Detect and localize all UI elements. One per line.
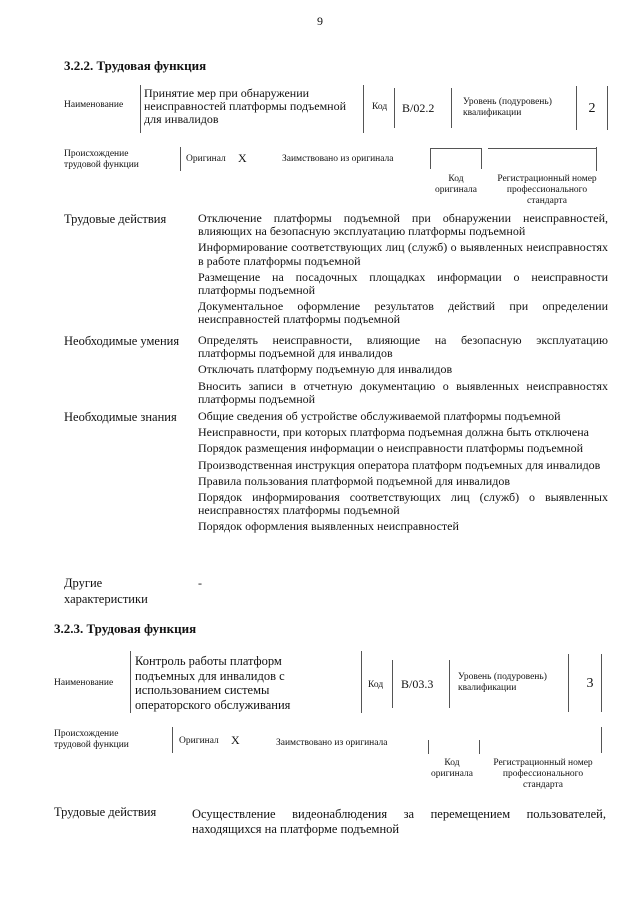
borrowed-label: Заимствовано из оригинала — [276, 738, 388, 748]
code-value: В/02.2 — [402, 101, 435, 115]
skills-list — [198, 334, 608, 406]
actions-list — [192, 807, 606, 837]
borrowed-label: Заимствовано из оригинала — [282, 154, 394, 164]
code-value: В/03.3 — [401, 677, 434, 691]
skills-label: Необходимые умения — [64, 334, 180, 348]
knowledge-list — [198, 410, 608, 534]
level-value: 3 — [586, 676, 594, 691]
action-item: Размещение на посадочных площадках информации о неисправности платформы подъемной — [198, 269, 608, 298]
orig-code-box — [428, 740, 480, 754]
other-value: - — [198, 576, 202, 590]
level-value: 2 — [588, 101, 596, 116]
name-label: Наименование — [64, 100, 124, 110]
original-mark: Х — [231, 733, 240, 747]
action-item: Отключение платформы подъемной при обнаружении неисправностей, влияющих на безопасную эксплуатацию платформы подъемной — [198, 211, 608, 239]
page-number: 9 — [317, 14, 323, 28]
origin-label: Происхождение трудовой функции — [54, 729, 129, 750]
level-label: Уровень (подуровень) квалификации — [458, 672, 547, 693]
original-label: Оригинал — [179, 736, 219, 746]
knowledge-item: Неисправности, при которых платформа подъемная должна быть отключена — [198, 425, 589, 440]
section-heading: 3.2.3. Трудовая функция — [54, 621, 197, 636]
reg-num-box — [488, 148, 596, 150]
original-label: Оригинал — [186, 154, 226, 164]
actions-label: Трудовые действия — [54, 805, 157, 819]
orig-code-box — [430, 148, 482, 169]
knowledge-label: Необходимые знания — [64, 410, 177, 424]
skill-item: Отключать платформу подъемную для инвалидов — [198, 362, 453, 377]
function-name: Принятие мер при обнаружении неисправностей платформы подъемной для инвалидов — [144, 86, 347, 126]
level-label: Уровень (подуровень) квалификации — [463, 97, 552, 118]
code-label: Код — [368, 680, 384, 690]
original-mark: Х — [238, 151, 247, 165]
origin-label: Происхождение трудовой функции — [64, 149, 139, 170]
skill-item: Определять неисправности, влияющие на безопасную эксплуатацию платформы подъемной для инвалидов — [198, 333, 608, 361]
knowledge-item: Порядок оформления выявленных неисправностей — [198, 519, 459, 534]
action-item: Осуществление видеонаблюдения за перемещением пользователей, находящихся на платформе подъемной — [192, 807, 606, 836]
orig-code-caption: Код оригинала — [431, 758, 473, 779]
code-label: Код — [372, 102, 388, 112]
actions-list — [198, 212, 608, 327]
orig-code-caption: Код оригинала — [435, 174, 477, 195]
section-heading: 3.2.2. Трудовая функция — [64, 58, 207, 73]
reg-num-caption: Регистрационный номер профессионального стандарта — [497, 174, 597, 206]
knowledge-item: Общие сведения об устройстве обслуживаемой платформы подъемной — [198, 409, 561, 423]
reg-num-caption: Регистрационный номер профессионального стандарта — [493, 758, 593, 790]
actions-label: Трудовые действия — [64, 212, 167, 226]
skill-item: Вносить записи в отчетную документацию о выявленных неисправностях платформы подъемной — [198, 378, 608, 406]
other-label: Другие характеристики — [64, 576, 148, 606]
knowledge-item: Порядок информирования соответствующих лиц (служб) о выявленных неисправностях платформы подъемной — [198, 490, 608, 518]
knowledge-item: Правила пользования платформой подъемной для инвалидов — [198, 473, 510, 488]
name-label: Наименование — [54, 678, 114, 688]
function-name: Контроль работы платформ подъемных для инвалидов с использованием системы операторского обслуживания — [135, 654, 291, 712]
knowledge-item: Производственная инструкция оператора платформ подъемных для инвалидов — [198, 457, 601, 472]
action-item: Информирование соответствующих лиц (служб) о выявленных неисправностях в работе платформы подъемной — [198, 240, 608, 268]
knowledge-item: Порядок размещения информации о неисправности платформы подъемной — [198, 441, 584, 456]
action-item: Документальное оформление результатов действий при определении неисправностей платформы подъемной — [198, 299, 608, 327]
